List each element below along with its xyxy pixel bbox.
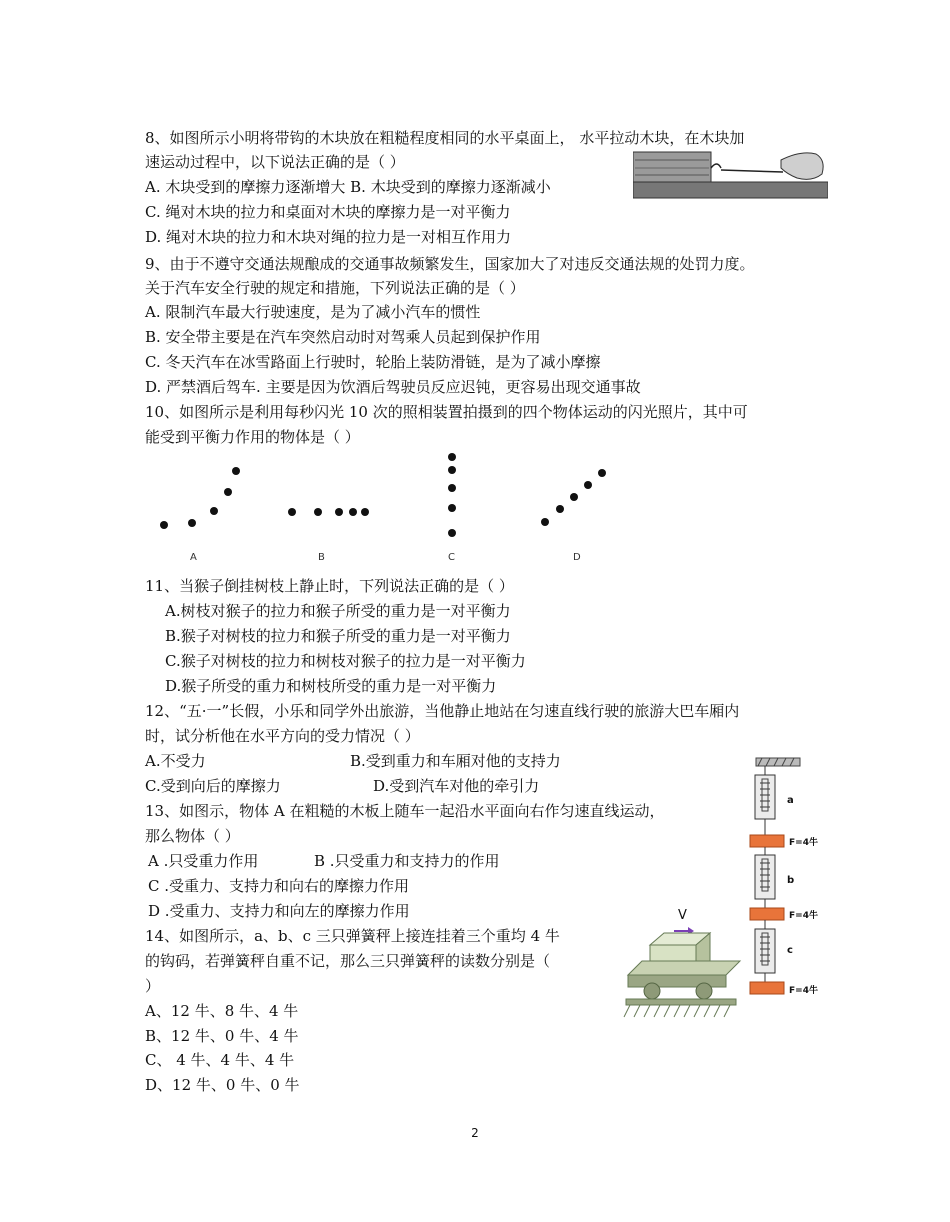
q9-option-c: C. 冬天汽车在冰雪路面上行驶时，轮胎上装防滑链，是为了减小摩擦 (145, 353, 601, 371)
q14-option-a: A、12 牛、8 牛、4 牛 (145, 1002, 299, 1020)
q13-cart-figure (622, 905, 742, 1023)
q9-option-b: B. 安全带主要是在汽车突然启动时对驾乘人员起到保护作用 (145, 328, 541, 346)
q9-option-a: A. 限制汽车最大行驶速度，是为了减小汽车的惯性 (145, 303, 481, 321)
q8-stem-line1: 8、如图所示小明将带钩的木块放在粗糙程度相同的水平桌面上， 水平拉动木块，在木块加 (145, 129, 745, 147)
q10-dots-d (541, 469, 606, 526)
q12-option-a: A.不受力 (145, 752, 206, 770)
q14-scale-a (755, 775, 775, 819)
q13-option-d: D .受重力、支持力和向左的摩擦力作用 (148, 902, 410, 920)
q10-stem-line2: 能受到平衡力作用的物体是（ ） (145, 428, 360, 446)
q8-block-pull-figure (633, 150, 828, 200)
q10-label-c: C (448, 552, 455, 563)
q8-option-ab: A. 木块受到的摩擦力逐渐增大 B. 木块受到的摩擦力逐渐减小 (145, 178, 551, 196)
q10-flash-photos-figure (150, 450, 620, 568)
q11-option-d: D.猴子所受的重力和树枝所受的重力是一对平衡力 (165, 677, 497, 695)
q8-option-c: C. 绳对木块的拉力和桌面对木块的摩擦力是一对平衡力 (145, 203, 511, 221)
q13-stem-line2: 那么物体（ ） (145, 827, 240, 845)
q10-stem-line1: 10、如图所示是利用每秒闪光 10 次的照相装置拍摄到的四个物体运动的闪光照片，其中可 (145, 403, 748, 421)
q14-scale-c-label: c (787, 945, 793, 956)
q12-stem-line1: 12、“五·一”长假，小乐和同学外出旅游，当他静止地站在匀速直线行驶的旅游大巴车厢内 (145, 702, 740, 720)
q10-dots-c (448, 453, 456, 537)
q13-velocity-label: V (678, 908, 687, 923)
q14-option-b: B、12 牛、0 牛、4 牛 (145, 1027, 299, 1045)
q10-dots-b (288, 508, 369, 516)
q9-stem-line1: 9、由于不遵守交通法规酿成的交通事故频繁发生，国家加大了对违反交通法规的处罚力度。 (145, 255, 755, 273)
q14-scale-b-label: b (787, 875, 795, 886)
q13-option-a: A .只受重力作用 (148, 852, 259, 870)
q13-stem-line1: 13、如图示，物体 A 在粗糙的木板上随车一起沿水平面向右作匀速直线运动， (145, 802, 665, 820)
q13-option-b: B .只受重力和支持力的作用 (314, 852, 500, 870)
q10-label-d: D (573, 552, 581, 563)
q8-stem-line2: 速运动过程中，以下说法正确的是（ ） (145, 153, 405, 171)
q11-option-c: C.猴子对树枝的拉力和树枝对猴子的拉力是一对平衡力 (165, 652, 526, 670)
q14-stem-line3: ） (145, 977, 161, 995)
q12-option-c: C.受到向后的摩擦力 (145, 777, 281, 795)
q14-option-c: C、 4 牛、4 牛、4 牛 (145, 1051, 295, 1069)
q14-force-label-1: F=4牛 (789, 838, 818, 848)
q13-option-c: C .受重力、支持力和向右的摩擦力作用 (148, 877, 410, 895)
q10-dots-a (160, 467, 240, 529)
q10-label-b: B (318, 552, 325, 563)
page-number: 2 (471, 1126, 479, 1140)
q14-scale-c (755, 929, 775, 973)
q9-stem-line2: 关于汽车安全行驶的规定和措施，下列说法正确的是（ ） (145, 279, 525, 297)
q14-spring-scales-figure (748, 755, 830, 1003)
q14-force-label-3: F=4牛 (789, 986, 818, 996)
q14-scale-a-label: a (787, 795, 794, 806)
q14-force-label-2: F=4牛 (789, 911, 818, 921)
q8-option-d: D. 绳对木块的拉力和木块对绳的拉力是一对相互作用力 (145, 228, 512, 246)
q10-label-a: A (190, 552, 197, 563)
q14-stem-line2: 的钩码，若弹簧秤自重不记，那么三只弹簧秤的读数分别是（ (145, 952, 551, 970)
q9-option-d: D. 严禁酒后驾车. 主要是因为饮酒后驾驶员反应迟钝，更容易出现交通事故 (145, 378, 641, 396)
q12-option-d: D.受到汽车对他的牵引力 (373, 777, 540, 795)
q11-stem: 11、当猴子倒挂树枝上静止时，下列说法正确的是（ ） (145, 577, 514, 595)
q14-scale-b (755, 855, 775, 899)
q12-stem-line2: 时，试分析他在水平方向的受力情况（ ） (145, 727, 420, 745)
q12-option-b: B.受到重力和车厢对他的支持力 (350, 752, 561, 770)
q14-option-d: D、12 牛、0 牛、0 牛 (145, 1076, 300, 1094)
q14-stem-line1: 14、如图所示，a、b、c 三只弹簧秤上接连挂着三个重均 4 牛 (145, 927, 560, 945)
q11-option-b: B.猴子对树枝的拉力和猴子所受的重力是一对平衡力 (165, 627, 511, 645)
q11-option-a: A.树枝对猴子的拉力和猴子所受的重力是一对平衡力 (165, 602, 511, 620)
